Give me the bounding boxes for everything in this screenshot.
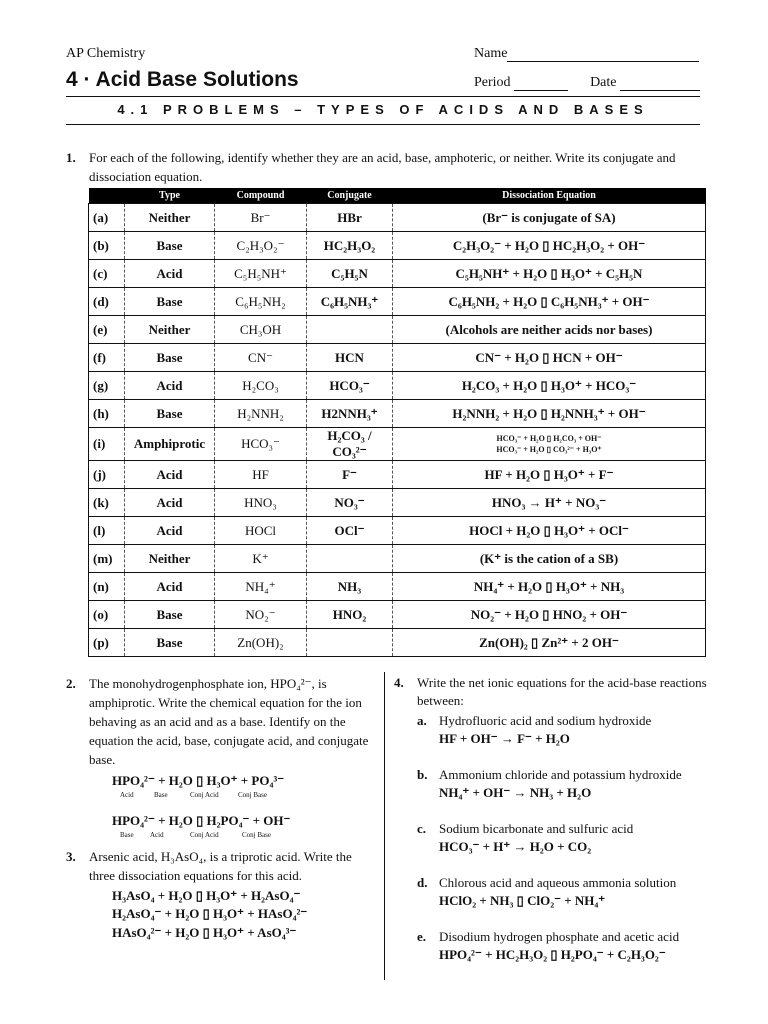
conjugate-cell — [307, 545, 393, 573]
conjugate-cell: H₂CO₃ / CO₃²⁻ — [307, 428, 393, 461]
equation: HCO₃⁻ + H⁺ → H₂O + CO₂ — [439, 839, 592, 854]
conjugate-cell: HNO₂ — [307, 601, 393, 629]
type-cell: Base — [125, 232, 215, 260]
sub-question-letter: c. — [417, 821, 427, 836]
equation: HAsO₄²⁻ + H₂O ▯ H₃O⁺ + AsO₄³⁻ — [112, 925, 297, 940]
conjugate-cell: C₅H₅N — [307, 260, 393, 288]
row-id-cell: (p) — [89, 629, 125, 657]
table-row — [89, 344, 706, 372]
conjugate-cell: C₆H₅NH₃⁺ — [307, 288, 393, 316]
equation-cell: NO₂⁻ + H₂O ▯ HNO₂ + OH⁻ — [393, 601, 706, 629]
row-id-cell: (l) — [89, 517, 125, 545]
date-blank — [620, 76, 700, 91]
sub-question-text: Ammonium chloride and potassium hydroxide — [439, 767, 682, 782]
equation-labels — [120, 830, 376, 841]
table-row — [89, 232, 706, 260]
column-divider — [384, 672, 385, 980]
question-1 — [66, 148, 706, 186]
left-column — [66, 674, 376, 942]
conjugate-cell: OCl⁻ — [307, 517, 393, 545]
compound-cell: C₆H₅NH₂ — [215, 288, 307, 316]
question-number: 2. — [66, 676, 76, 691]
column-header: Compound — [215, 188, 307, 204]
question-text: Write the net ionic equations for the acid-base reactions between: — [417, 675, 707, 708]
type-cell: Base — [125, 344, 215, 372]
row-id-cell: (j) — [89, 461, 125, 489]
row-id-cell: (d) — [89, 288, 125, 316]
equation-line: HCO₃⁻ + H₂O ▯ CO₃²⁻ + H₃O⁺ — [496, 445, 602, 454]
equation: H₃AsO₄ + H₂O ▯ H₃O⁺ + H₂AsO₄⁻ — [112, 888, 301, 903]
row-id-cell: (o) — [89, 601, 125, 629]
type-cell: Neither — [125, 316, 215, 344]
sub-question-letter: b. — [417, 767, 428, 782]
sub-question-letter: d. — [417, 875, 428, 890]
equation: H₂AsO₄⁻ + H₂O ▯ H₃O⁺ + HAsO₄²⁻ — [112, 906, 308, 921]
label-text: Conj Base — [242, 831, 271, 839]
conjugate-cell: HC₂H₃O₂ — [307, 232, 393, 260]
row-id-cell: (h) — [89, 400, 125, 428]
name-label: Name — [474, 46, 508, 61]
question-text: The monohydrogenphosphate ion, HPO₄²⁻, is amphiprotic. Write the chemical equation for the ion behaving as an acid and as a base. Identify on the equation the acid, base, conjugate acid, and conjugate base. — [89, 676, 369, 767]
type-cell: Acid — [125, 517, 215, 545]
type-cell: Base — [125, 288, 215, 316]
table-row — [89, 461, 706, 489]
equation-cell: HOCl + H₂O ▯ H₃O⁺ + OCl⁻ — [393, 517, 706, 545]
sub-question — [417, 820, 714, 856]
column-header — [89, 188, 125, 204]
label-text: Base — [120, 831, 134, 839]
equation: HClO₂ + NH₃ ▯ ClO₂⁻ + NH₄⁺ — [439, 893, 606, 908]
type-cell: Base — [125, 601, 215, 629]
equation-cell: HNO₃ → H⁺ + NO₃⁻ — [393, 489, 706, 517]
compound-cell: NO₂⁻ — [215, 601, 307, 629]
type-cell: Amphiprotic — [125, 428, 215, 461]
table-row — [89, 260, 706, 288]
label-text: Base — [154, 791, 168, 799]
sub-question-text: Sodium bicarbonate and sulfuric acid — [439, 821, 634, 836]
right-column — [394, 674, 714, 964]
equation: HPO₄²⁻ + H₂O ▯ H₃O⁺ + PO₄³⁻ — [112, 773, 285, 788]
row-id-cell: (f) — [89, 344, 125, 372]
label-text: Acid — [150, 831, 164, 839]
conjugate-cell: F⁻ — [307, 461, 393, 489]
period-label: Period — [474, 75, 511, 90]
row-id-cell: (c) — [89, 260, 125, 288]
type-cell: Acid — [125, 372, 215, 400]
conjugate-cell — [307, 629, 393, 657]
type-cell: Acid — [125, 260, 215, 288]
equation-cell: Zn(OH)₂ ▯ Zn²⁺ + 2 OH⁻ — [393, 629, 706, 657]
equation-cell: HF + H₂O ▯ H₃O⁺ + F⁻ — [393, 461, 706, 489]
type-cell: Neither — [125, 204, 215, 232]
equation-cell: CN⁻ + H₂O ▯ HCN + OH⁻ — [393, 344, 706, 372]
equation-cell: (Br⁻ is conjugate of SA) — [393, 204, 706, 232]
label-text: Conj Base — [238, 791, 267, 799]
header-rule-top — [66, 96, 700, 97]
question-3 — [66, 847, 376, 885]
compound-cell: H₂CO₃ — [215, 372, 307, 400]
name-blank — [507, 47, 699, 62]
table-row — [89, 288, 706, 316]
compound-cell: NH₄⁺ — [215, 573, 307, 601]
name-field — [474, 46, 699, 62]
sub-question — [417, 928, 714, 964]
sub-question — [417, 766, 714, 802]
type-cell: Acid — [125, 489, 215, 517]
equation-labels — [120, 790, 376, 801]
row-id-cell: (e) — [89, 316, 125, 344]
equation-cell: C₅H₅NH⁺ + H₂O ▯ H₃O⁺ + C₅H₅N — [393, 260, 706, 288]
table-row — [89, 372, 706, 400]
compound-cell: Zn(OH)₂ — [215, 629, 307, 657]
compound-cell: HNO₃ — [215, 489, 307, 517]
sub-question-letter: e. — [417, 929, 427, 944]
conjugate-cell: HCO₃⁻ — [307, 372, 393, 400]
equation: HPO₄²⁻ + H₂O ▯ H₂PO₄⁻ + OH⁻ — [112, 813, 291, 828]
compound-cell: K⁺ — [215, 545, 307, 573]
sub-question — [417, 874, 714, 910]
equation-cell: NH₄⁺ + H₂O ▯ H₃O⁺ + NH₃ — [393, 573, 706, 601]
sub-question — [417, 712, 714, 748]
row-id-cell: (a) — [89, 204, 125, 232]
sub-question-text: Hydrofluoric acid and sodium hydroxide — [439, 713, 652, 728]
compound-cell: HF — [215, 461, 307, 489]
column-header: Type — [125, 188, 215, 204]
question-text: Arsenic acid, H₃AsO₄, is a triprotic acid. Write the three dissociation equations for this acid. — [89, 849, 352, 883]
period-blank — [514, 76, 568, 91]
table-header-row — [89, 188, 706, 204]
question-2 — [66, 674, 376, 769]
table-row — [89, 517, 706, 545]
sub-question-text: Chlorous acid and aqueous ammonia solution — [439, 875, 677, 890]
type-cell: Acid — [125, 573, 215, 601]
table-row — [89, 601, 706, 629]
sub-question-letter: a. — [417, 713, 427, 728]
compound-cell: C₂H₃O₂⁻ — [215, 232, 307, 260]
compound-cell: H₂NNH₂ — [215, 400, 307, 428]
date-label: Date — [590, 75, 617, 90]
question-text: For each of the following, identify whether they are an acid, base, amphoteric, or neither. Write its conjugate and dissociation equation. — [89, 150, 676, 184]
equation-cell: C₆H₅NH₂ + H₂O ▯ C₆H₅NH₃⁺ + OH⁻ — [393, 288, 706, 316]
row-id-cell: (m) — [89, 545, 125, 573]
equation-cell: (K⁺ is the cation of a SB) — [393, 545, 706, 573]
conjugate-cell — [307, 316, 393, 344]
type-cell: Base — [125, 400, 215, 428]
question-number: 4. — [394, 675, 404, 690]
row-id-cell: (n) — [89, 573, 125, 601]
label-text: Acid — [120, 791, 134, 799]
question-4 — [394, 674, 714, 710]
label-text: Conj Acid — [190, 791, 219, 799]
sub-question-text: Disodium hydrogen phosphate and acetic acid — [439, 929, 680, 944]
column-header: Dissociation Equation — [393, 188, 706, 204]
compound-cell: C₅H₅NH⁺ — [215, 260, 307, 288]
type-cell: Base — [125, 629, 215, 657]
conjugate-cell: NO₃⁻ — [307, 489, 393, 517]
equation-cell: C₂H₃O₂⁻ + H₂O ▯ HC₂H₃O₂ + OH⁻ — [393, 232, 706, 260]
equation: HF + OH⁻ → F⁻ + H₂O — [439, 731, 570, 746]
compound-cell: Br⁻ — [215, 204, 307, 232]
column-header: Conjugate — [307, 188, 393, 204]
type-cell: Acid — [125, 461, 215, 489]
table-row — [89, 204, 706, 232]
table-row — [89, 573, 706, 601]
equation-cell — [393, 428, 706, 461]
conjugate-cell: HBr — [307, 204, 393, 232]
equation: NH₄⁺ + OH⁻ → NH₃ + H₂O — [439, 785, 592, 800]
row-id-cell: (g) — [89, 372, 125, 400]
header-rule-bottom — [66, 124, 700, 125]
question-number: 3. — [66, 849, 76, 864]
section-heading: 4.1 PROBLEMS – TYPES OF ACIDS AND BASES — [117, 102, 649, 117]
compound-cell: HOCl — [215, 517, 307, 545]
page-title: 4 · Acid Base Solutions — [66, 68, 299, 91]
table-row — [89, 428, 706, 461]
table-row — [89, 629, 706, 657]
equation-line: HCO₃⁻ + H₂O ▯ H₂CO₃ + OH⁻ — [496, 434, 602, 443]
acid-base-table — [88, 188, 706, 657]
row-id-cell: (k) — [89, 489, 125, 517]
conjugate-cell: H2NNH₃⁺ — [307, 400, 393, 428]
equation: HPO₄²⁻ + HC₂H₃O₂ ▯ H₂PO₄⁻ + C₂H₃O₂⁻ — [439, 947, 666, 962]
label-text: Conj Acid — [190, 831, 219, 839]
compound-cell: CN⁻ — [215, 344, 307, 372]
question-number: 1. — [66, 150, 76, 165]
row-id-cell: (b) — [89, 232, 125, 260]
equation-cell: H₂NNH₂ + H₂O ▯ H₂NNH₃⁺ + OH⁻ — [393, 400, 706, 428]
compound-cell: HCO₃⁻ — [215, 428, 307, 461]
table-row — [89, 400, 706, 428]
equation-cell: H₂CO₃ + H₂O ▯ H₃O⁺ + HCO₃⁻ — [393, 372, 706, 400]
equation-cell: (Alcohols are neither acids nor bases) — [393, 316, 706, 344]
period-date-field — [474, 75, 700, 91]
table-row — [89, 545, 706, 573]
compound-cell: CH₃OH — [215, 316, 307, 344]
conjugate-cell: NH₃ — [307, 573, 393, 601]
course-label: AP Chemistry — [66, 46, 146, 61]
row-id-cell: (i) — [89, 428, 125, 461]
type-cell: Neither — [125, 545, 215, 573]
table-row — [89, 316, 706, 344]
table-row — [89, 489, 706, 517]
conjugate-cell: HCN — [307, 344, 393, 372]
